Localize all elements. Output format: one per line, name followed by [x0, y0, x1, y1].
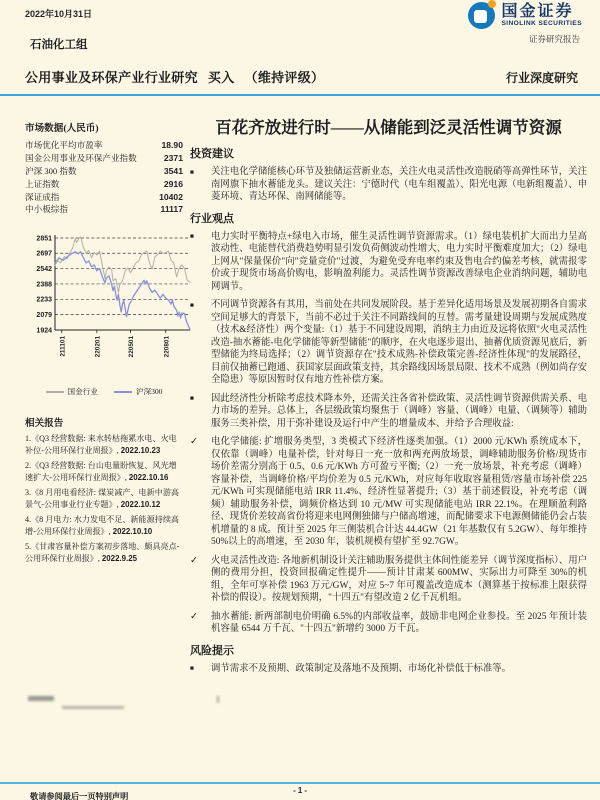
svg-text:2233: 2233 [36, 297, 52, 305]
related-report-item [25, 487, 183, 510]
performance-chart-svg [25, 232, 193, 378]
scan-artifact [217, 696, 219, 703]
bullet-text: 电力实时平衡特点+绿电入市场，催生灵活性调节资源需求。（1）绿电装机扩大而出力呈高波动性、电能替代消费趋势明显引发负荷侧波动性增大、电力实时平衡难度加大；（2）绿电上网从"保量保价"向"竞量竞价"过渡，为避免受弃电率约束及售电合约偏差考核，就需报零价或于现货市场高价购电，影响盈利能力。灵活性调节资源改善绿电企业消纳问题，辅助电网调节。 [211, 231, 587, 292]
market-label: 市场优化平均市盈率 [25, 140, 103, 150]
legend-item-sinolink [46, 386, 98, 397]
rating-badge: 买入 [207, 70, 235, 85]
related-report-item [25, 514, 183, 537]
scan-artifact [28, 696, 54, 701]
bullet-item [190, 663, 587, 676]
bullet-item [190, 393, 587, 431]
bullet-text: 火电灵活性改造: 各地新机制设计关注辅助服务提供主体间性能差异（调节深度指标）、用户侧的费用分担，投资回报确定性提升——预计甘肃某 600MW、实际出力可降至 30%的机组，全年可享补偿 1963 万元/GW，对应 5~7 年可覆盖改造成本（测算基于按标准上限获得补偿的假设）。按规划预期，"十四五"有望改造 2 亿千瓦机组。 [211, 555, 587, 604]
svg-text:2388: 2388 [36, 281, 52, 289]
market-label: 沪深 300 指数 [25, 165, 77, 176]
performance-chart [25, 232, 183, 397]
bullet-text: 因此经济性分析除考虑技术降本外，还需关注各省补偿政策、灵活性调节资源供需关系、电力市场的差异。总体上，各层级政策均聚焦于（调峰）容量、（调峰）电量、（调频等）辅助服务三类补偿，用于弥补建设及运行中产生的增量成本、并给予合理收益: [211, 393, 587, 429]
market-data-title: 市场数据(人民币) [25, 123, 99, 134]
market-row [25, 139, 183, 152]
scan-artifact [62, 706, 124, 709]
market-row [25, 152, 183, 165]
report-item-title: 4.《8 月电力: 水力发电不足、新能源持续高增-公用环保行业周报》, [25, 515, 180, 536]
market-label: 国金公用事业及环保产业指数 [25, 152, 137, 163]
report-item-title: 3.《8 月用电看经济: 煤炭减产、电新中游高景气-公用事业行业专题》, [25, 488, 180, 509]
legend-label-hs300: 沪深300 [135, 387, 163, 397]
related-report-item [25, 460, 183, 483]
sidebar [25, 120, 183, 568]
footer-disclaimer: 敬请参阅最后一页特别声明 [30, 792, 129, 800]
legend-line-hs300-icon [114, 391, 132, 393]
report-header [25, 67, 578, 86]
check-bullet-icon: ✓ [190, 555, 198, 566]
related-report-item [25, 433, 183, 456]
check-bullet-icon: ✓ [190, 437, 198, 448]
section-heading-investment: 投资建议 [190, 148, 234, 161]
bullet-text: 关注电化学储能核心环节及独储运营新业态，关注火电灵活性改造脱硝等高弹性环节，关注南网旗下抽水蓄能龙头。建议关注：宁德时代（电车组覆盖）、阳光电源（电新组覆盖）、申菱环境、青达环保、南网储能等。 [211, 167, 587, 203]
bullet-text: 调节需求不及预期、政策制定及落地不及预期、市场化补偿低于标准等。 [211, 663, 512, 674]
market-value: 10402 [159, 191, 183, 202]
bullet-item [190, 436, 587, 549]
svg-text:2851: 2851 [36, 235, 52, 243]
bullet-text: 电化学储能: 扩增服务类型，3 类模式下经济性逐类加强。（1）2000 元/KWh 系统成本下，仅依靠（调峰）电量补偿，针对每日一充一放和两充两放场景，调峰辅助服务价格/现货市场价差需分别高于 0.5、0.6 元/KWh 方可盈亏平衡;（2）一充一放场景，补充考虑（调峰）容量补偿，当调峰价格/平均价差为 0.5 元/KWh，对应每年收取容量租赁/容量市场补偿 225 元/KWh 可实现储能电站 IRR 11.4%、经济性显著提升;（3）基于前述假设，补充考虑（调频）辅助服务补偿，调频价格达到 10 元/MW 可实现储能电站 IRR 22.1%。在理顺盈利路径、现货价差较高省份将迎来电网侧独储与户储高增速，而配储要求下电源侧储能仍会占装机增量的 8 成。预计至 2025 年三侧装机合计达 44.4GW（21 年基数仅有 5.2GW）、每年维持 50%以上的高增速，至 2030 年，装机规模有望扩至 92.7GW。 [211, 437, 587, 548]
bullet-item [190, 555, 587, 605]
bullet-item [190, 166, 587, 204]
related-report-item [25, 541, 183, 564]
report-item-date: 2022.10.10 [112, 526, 153, 536]
square-bullet-icon: ■ [190, 233, 194, 241]
sinolink-logo-icon [468, 2, 495, 29]
square-bullet-icon: ■ [190, 168, 194, 176]
legend-label-sinolink: 国金行业 [67, 387, 98, 397]
bullet-text: 抽水蓄能: 新两部制电价明确 6.5%的内部收益率，鼓励非电网企业参投。至 2025 年预计装机容量 6544 万千瓦、"十四五"新增约 3000 万千瓦。 [211, 611, 587, 635]
check-bullet-icon: ✓ [190, 611, 198, 622]
top-divider [0, 94, 600, 96]
market-row [25, 203, 183, 216]
report-type: 行业深度研究 [505, 71, 578, 85]
market-value: 11117 [160, 204, 183, 215]
report-item-date: 2022.10.12 [120, 499, 161, 509]
bullet-item [190, 299, 587, 387]
report-item-title: 5.《甘肃容量补偿方案初步落地、颇具亮点-公用环保行业周报》, [25, 542, 180, 563]
svg-text:220201: 220201 [94, 336, 102, 358]
bullet-item [190, 611, 587, 636]
logo-subtitle: 证券研究报告 [528, 34, 580, 44]
svg-text:2542: 2542 [36, 266, 52, 274]
research-group: 石油化工组 [30, 39, 88, 51]
svg-text:2697: 2697 [36, 251, 52, 259]
svg-text:2079: 2079 [36, 312, 52, 320]
svg-text:220801: 220801 [163, 336, 171, 358]
related-reports-title: 相关报告 [25, 418, 64, 430]
market-label: 上证指数 [25, 178, 60, 189]
report-header-title [25, 67, 324, 86]
legend-line-sinolink-icon [46, 391, 64, 393]
bottom-divider [0, 782, 600, 784]
market-value: 18.90 [161, 140, 183, 150]
industry-title: 公用事业及环保产业行业研究 [25, 70, 198, 85]
market-value: 3541 [163, 165, 183, 176]
main-content [190, 116, 587, 681]
svg-text:1924: 1924 [36, 327, 52, 335]
bullet-item [190, 231, 587, 294]
market-label: 中小板综指 [25, 204, 68, 215]
square-bullet-icon: ■ [190, 301, 194, 309]
report-item-date: 2022.10.16 [128, 472, 169, 482]
market-label: 深证成指 [25, 191, 60, 202]
bullet-text: 不同调节资源各有其用，当前处在共同发展阶段。基于差异化适用场景及发展初期各自需求空间足够大的背景下，当前不必过于关注不同路线间的互替。需考量建设周期与发展成熟度（技术&经济性）两个变量:（1）基于不同建设周期，消纳主力由近及远将依照"火电灵活性改造-抽水蓄能-电化学储能等新型储能"的顺序，在火电逐步退出、抽蓄优质资源见底后，新型储能为终局选择；（2）调节资源存在"技术成熟-补偿政策完善-经济性体现"的发展路径，目前仅抽蓄已跑通、获国家层面政策支持，其余路线因场景局限、技术不成熟（例如尚存安全隐患）等原因暂时仅有地方性补偿方案。 [211, 300, 587, 386]
logo-name-en: SINOLINK SECURITIES [501, 20, 582, 28]
legend-item-hs300 [114, 386, 163, 397]
report-item-date: 2022.10.23 [120, 445, 161, 455]
market-row [25, 191, 183, 204]
rating-note: （维持评级） [244, 70, 325, 85]
logo-name-cn: 国金证券 [501, 2, 574, 20]
square-bullet-icon: ■ [190, 665, 194, 673]
chart-legend [25, 386, 183, 397]
page-number: - 1 - [293, 786, 307, 795]
market-value: 2916 [163, 178, 183, 189]
sinolink-logo [468, 2, 582, 29]
report-title: 百花齐放进行时——从储能到泛灵活性调节资源 [215, 118, 562, 137]
logo-text [501, 4, 582, 28]
market-row [25, 165, 183, 178]
report-date: 2022年10月31日 [25, 9, 93, 19]
svg-text:211101: 211101 [59, 336, 67, 357]
section-heading-risk: 风险提示 [190, 644, 234, 657]
square-bullet-icon: ■ [190, 395, 194, 403]
report-item-title: 2.《Q3 经营数据: 台山电量盼恢复、风光增速扩大-公用环保行业周报》, [25, 461, 177, 482]
report-item-date: 2022.9.25 [101, 553, 138, 563]
section-heading-industry-view: 行业观点 [190, 212, 234, 225]
svg-text:220501: 220501 [128, 336, 136, 358]
market-row [25, 178, 183, 191]
market-value: 2371 [163, 152, 183, 163]
report-item-title: 1.《Q3 经营数据: 来水转枯拖累水电、火电补位-公用环保行业周报》, [25, 434, 177, 455]
